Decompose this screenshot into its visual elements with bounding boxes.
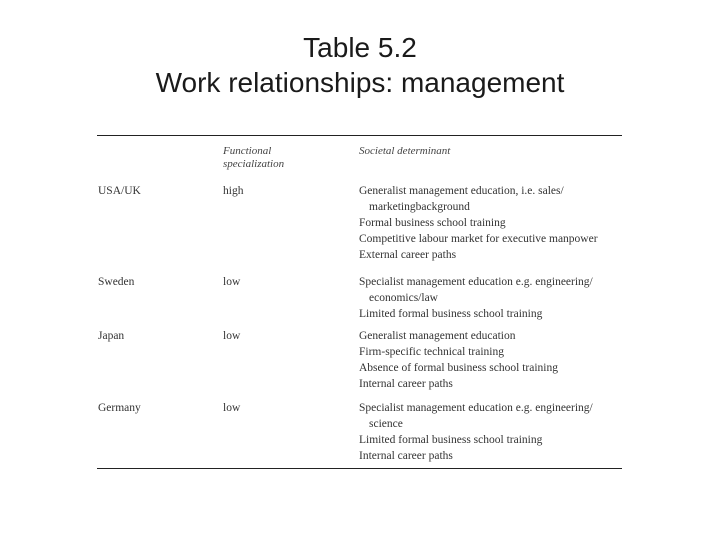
row-usa-uk-specialization: high bbox=[223, 185, 244, 197]
header-functional-specialization bbox=[223, 145, 333, 171]
row-usa-uk-country: USA/UK bbox=[98, 185, 141, 197]
determinant-item: Firm-specific technical training bbox=[359, 346, 504, 358]
header-societal-determinant: Societal determinant bbox=[359, 145, 451, 157]
row-usa-uk-determinants bbox=[359, 183, 622, 263]
row-sweden-determinants bbox=[359, 274, 622, 322]
table-top-rule bbox=[97, 135, 622, 136]
title-line-1: Table 5.2 bbox=[303, 32, 417, 63]
table-bottom-rule bbox=[97, 468, 622, 469]
row-japan-country: Japan bbox=[98, 330, 125, 342]
determinant-item: Specialist management education e.g. engineering/ bbox=[359, 402, 593, 414]
determinant-item: economics/law bbox=[369, 292, 438, 304]
row-germany-specialization: low bbox=[223, 402, 241, 414]
determinant-item: Internal career paths bbox=[359, 450, 453, 462]
determinant-item: Internal career paths bbox=[359, 378, 453, 390]
header-functional-line-2: specialization bbox=[223, 158, 285, 170]
row-germany-country: Germany bbox=[98, 402, 141, 414]
management-table bbox=[97, 135, 622, 469]
determinant-item: Specialist management education e.g. engineering/ bbox=[359, 276, 593, 288]
header-functional-line-1: Functional bbox=[223, 145, 272, 157]
determinant-item: Absence of formal business school training bbox=[359, 362, 558, 374]
slide-title bbox=[0, 30, 720, 100]
determinant-item: Limited formal business school training bbox=[359, 308, 543, 320]
title-line-2: Work relationships: management bbox=[155, 67, 565, 98]
row-sweden-specialization: low bbox=[223, 276, 241, 288]
determinant-item: Generalist management education bbox=[359, 330, 516, 342]
row-germany-determinants bbox=[359, 400, 622, 464]
determinant-item: External career paths bbox=[359, 249, 457, 261]
determinant-item: Generalist management education, i.e. sales/ bbox=[359, 185, 564, 197]
determinant-item: Formal business school training bbox=[359, 217, 506, 229]
determinant-item: Limited formal business school training bbox=[359, 434, 543, 446]
row-japan-specialization: low bbox=[223, 330, 241, 342]
determinant-item: science bbox=[369, 418, 403, 430]
row-sweden-country: Sweden bbox=[98, 276, 135, 288]
determinant-item: marketingbackground bbox=[369, 201, 470, 213]
determinant-item: Competitive labour market for executive manpower bbox=[359, 233, 598, 245]
row-japan-determinants bbox=[359, 328, 622, 392]
